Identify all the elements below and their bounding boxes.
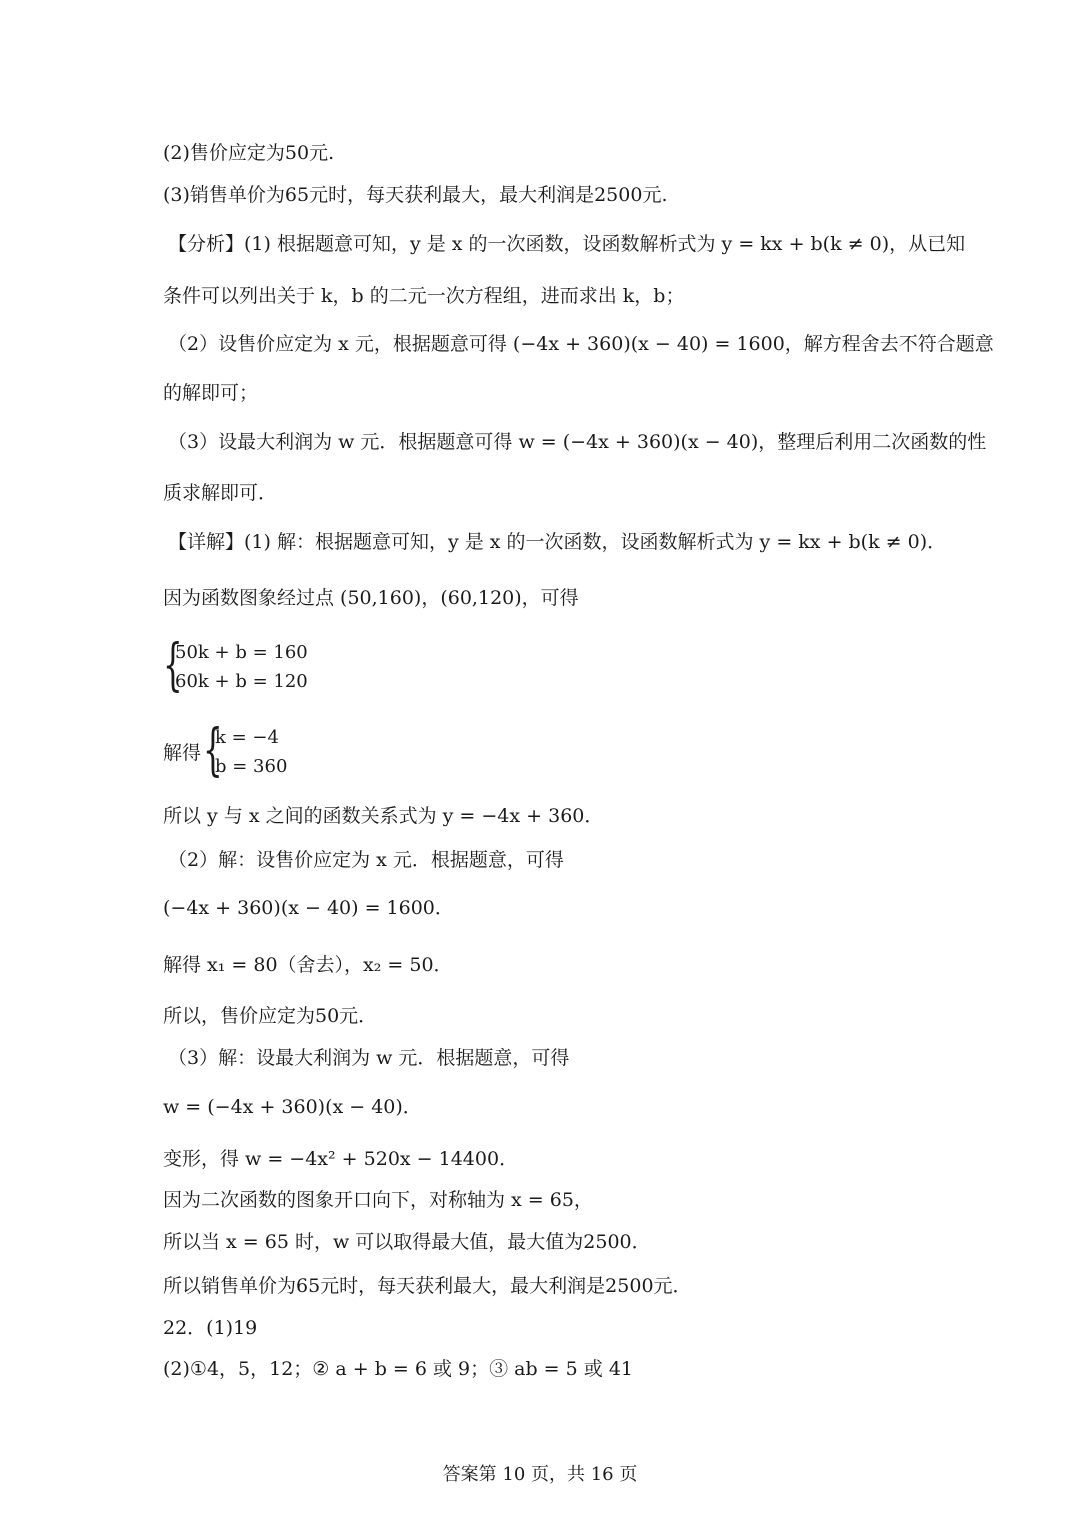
detail-line-3: 所以 y 与 x 之间的函数关系式为 y = −4x + 360．: [163, 805, 604, 827]
analysis-line-5: （3）设最大利润为 w 元．根据题意可得 w = (−4x + 360)(x − 40)，整理后利用二次函数的性: [168, 431, 987, 453]
detail-equation-2: w = (−4x + 360)(x − 40)．: [163, 1096, 422, 1118]
page-footer: 答案第 10 页，共 16 页: [442, 1464, 638, 1485]
detail-line-6: 所以，售价应定为50元．: [163, 1005, 378, 1027]
system2-eq2: b = 360: [215, 756, 288, 777]
brace-symbol: {: [163, 633, 183, 698]
equation-system-2: [163, 718, 363, 785]
detail-equation-1: (−4x + 360)(x − 40) = 1600．: [163, 897, 454, 919]
analysis-line-1: 【分析】(1) 根据题意可知，y 是 x 的一次函数，设函数解析式为 y = kx + b(k ≠ 0)，从已知: [168, 233, 966, 255]
detail-line-2: 因为函数图象经过点 (50,160)，(60,120)，可得: [163, 587, 579, 609]
detail-line-10: 所以当 x = 65 时，w 可以取得最大值，最大值为2500．: [163, 1231, 651, 1253]
analysis-line-3: （2）设售价应定为 x 元，根据题意可得 (−4x + 360)(x − 40) = 1600，解方程舍去不符合题意: [168, 333, 994, 355]
analysis-line-4: 的解即可；: [163, 382, 259, 404]
detail-line-5: 解得 x₁ = 80（舍去），x₂ = 50．: [163, 954, 453, 976]
system1-eq2: 60k + b = 120: [175, 671, 308, 692]
question-22-answer-2: (2)①4，5，12；② a + b = 6 或 9；③ ab = 5 或 41: [163, 1358, 633, 1380]
equation-system-1: [163, 633, 363, 700]
detail-line-7: （3）解：设最大利润为 w 元．根据题意，可得: [168, 1047, 570, 1069]
answer-2-line: (2)售价应定为50元.: [163, 142, 335, 164]
system2-eq1: k = −4: [215, 727, 279, 748]
analysis-line-2: 条件可以列出关于 k，b 的二元一次方程组，进而求出 k，b；: [163, 285, 685, 307]
detail-line-9: 因为二次函数的图象开口向下，对称轴为 x = 65，: [163, 1189, 593, 1211]
question-22-answer-1: 22．(1)19: [163, 1317, 258, 1339]
system1-eq1: 50k + b = 160: [175, 642, 308, 663]
detail-line-4: （2）解：设售价应定为 x 元．根据题意，可得: [168, 849, 564, 871]
answer-3-line: (3)销售单价为65元时，每天获利最大，最大利润是2500元.: [163, 184, 668, 206]
system2-prefix: 解得: [163, 742, 202, 764]
detail-line-1: 【详解】(1) 解：根据题意可知，y 是 x 的一次函数，设函数解析式为 y = kx + b(k ≠ 0)．: [168, 531, 947, 553]
brace-symbol: {: [203, 718, 223, 783]
detail-line-11: 所以销售单价为65元时，每天获利最大，最大利润是2500元．: [163, 1275, 692, 1297]
analysis-line-6: 质求解即可．: [163, 482, 278, 504]
detail-line-8: 变形，得 w = −4x² + 520x − 14400．: [163, 1148, 519, 1170]
